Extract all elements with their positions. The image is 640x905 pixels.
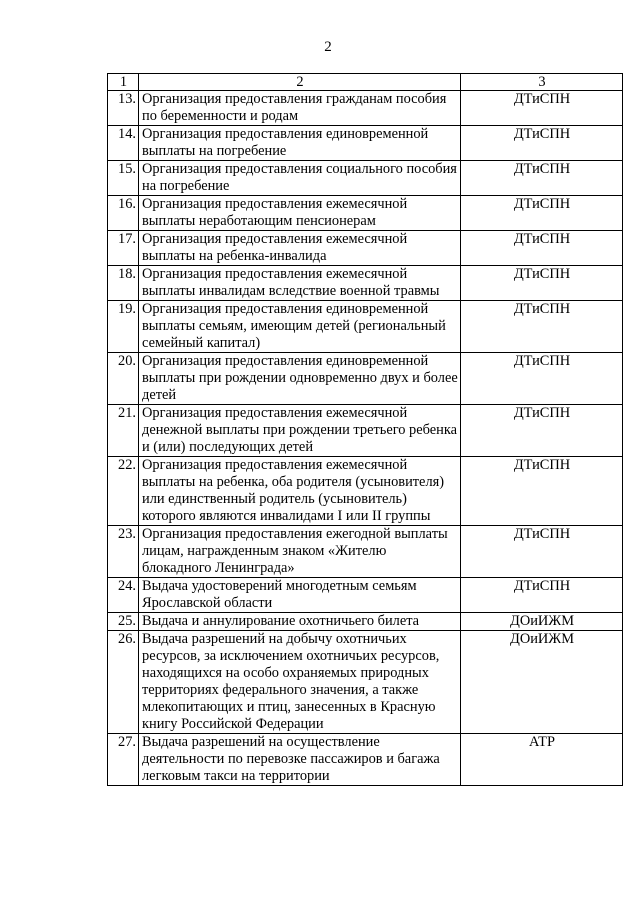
department-cell: ДТиСПН — [461, 161, 623, 196]
row-number-cell: 20. — [108, 353, 139, 405]
table-row — [108, 578, 623, 613]
department-cell: ДТиСПН — [461, 196, 623, 231]
table-row — [108, 457, 623, 526]
table-row — [108, 631, 623, 734]
table-row — [108, 526, 623, 578]
department-cell: ДТиСПН — [461, 526, 623, 578]
row-number-cell: 13. — [108, 91, 139, 126]
service-name-cell: Организация предоставления единовременной выплаты на погребение — [139, 126, 461, 161]
service-name-cell: Организация предоставления ежемесячной выплаты инвалидам вследствие военной травмы — [139, 266, 461, 301]
department-cell: ДОиИЖМ — [461, 631, 623, 734]
service-name-cell: Выдача и аннулирование охотничьего билета — [139, 613, 461, 631]
table-row — [108, 91, 623, 126]
department-cell: ДТиСПН — [461, 266, 623, 301]
table-header-row — [108, 74, 623, 91]
row-number-cell: 22. — [108, 457, 139, 526]
department-cell: ДТиСПН — [461, 231, 623, 266]
services-table — [107, 73, 623, 786]
department-cell: ДТиСПН — [461, 353, 623, 405]
column-header-name: 2 — [139, 74, 461, 91]
row-number-cell: 21. — [108, 405, 139, 457]
table-row — [108, 231, 623, 266]
column-header-number: 1 — [108, 74, 139, 91]
row-number-cell: 14. — [108, 126, 139, 161]
row-number-cell: 27. — [108, 734, 139, 786]
table-row — [108, 196, 623, 231]
service-name-cell: Выдача разрешений на добычу охотничьих ресурсов, за исключением охотничьих ресурсов, находящихся на особо охраняемых природных территориях федерального значения, а также млекопитающих и птиц, занесенных в Красную книгу Российской Федерации — [139, 631, 461, 734]
service-name-cell: Организация предоставления ежемесячной выплаты на ребенка, оба родителя (усыновителя) или единственный родитель (усыновитель) которого являются инвалидами I или II группы — [139, 457, 461, 526]
table-row — [108, 613, 623, 631]
row-number-cell: 17. — [108, 231, 139, 266]
department-cell: ДОиИЖМ — [461, 613, 623, 631]
table-row — [108, 734, 623, 786]
service-name-cell: Организация предоставления ежемесячной выплаты на ребенка-инвалида — [139, 231, 461, 266]
table-row — [108, 266, 623, 301]
row-number-cell: 23. — [108, 526, 139, 578]
table-body — [108, 91, 623, 786]
row-number-cell: 16. — [108, 196, 139, 231]
page-number: 2 — [324, 39, 332, 55]
department-cell: АТР — [461, 734, 623, 786]
department-cell: ДТиСПН — [461, 578, 623, 613]
service-name-cell: Организация предоставления ежегодной выплаты лицам, награжденным знаком «Жителю блокадного Ленинграда» — [139, 526, 461, 578]
row-number-cell: 18. — [108, 266, 139, 301]
service-name-cell: Организация предоставления единовременной выплаты семьям, имеющим детей (региональный семейный капитал) — [139, 301, 461, 353]
department-cell: ДТиСПН — [461, 91, 623, 126]
department-cell: ДТиСПН — [461, 405, 623, 457]
row-number-cell: 15. — [108, 161, 139, 196]
table-row — [108, 161, 623, 196]
service-name-cell: Организация предоставления ежемесячной выплаты неработающим пенсионерам — [139, 196, 461, 231]
service-name-cell: Выдача удостоверений многодетным семьям Ярославской области — [139, 578, 461, 613]
department-cell: ДТиСПН — [461, 301, 623, 353]
department-cell: ДТиСПН — [461, 126, 623, 161]
service-name-cell: Организация предоставления гражданам пособия по беременности и родам — [139, 91, 461, 126]
service-name-cell: Организация предоставления ежемесячной денежной выплаты при рождении третьего ребенка и (или) последующих детей — [139, 405, 461, 457]
column-header-department: 3 — [461, 74, 623, 91]
service-name-cell: Организация предоставления единовременной выплаты при рождении одновременно двух и более детей — [139, 353, 461, 405]
department-cell: ДТиСПН — [461, 457, 623, 526]
service-name-cell: Организация предоставления социального пособия на погребение — [139, 161, 461, 196]
row-number-cell: 24. — [108, 578, 139, 613]
table-row — [108, 353, 623, 405]
table-row — [108, 301, 623, 353]
table-row — [108, 126, 623, 161]
table-row — [108, 405, 623, 457]
row-number-cell: 26. — [108, 631, 139, 734]
row-number-cell: 19. — [108, 301, 139, 353]
service-name-cell: Выдача разрешений на осуществление деятельности по перевозке пассажиров и багажа легковым такси на территории — [139, 734, 461, 786]
row-number-cell: 25. — [108, 613, 139, 631]
